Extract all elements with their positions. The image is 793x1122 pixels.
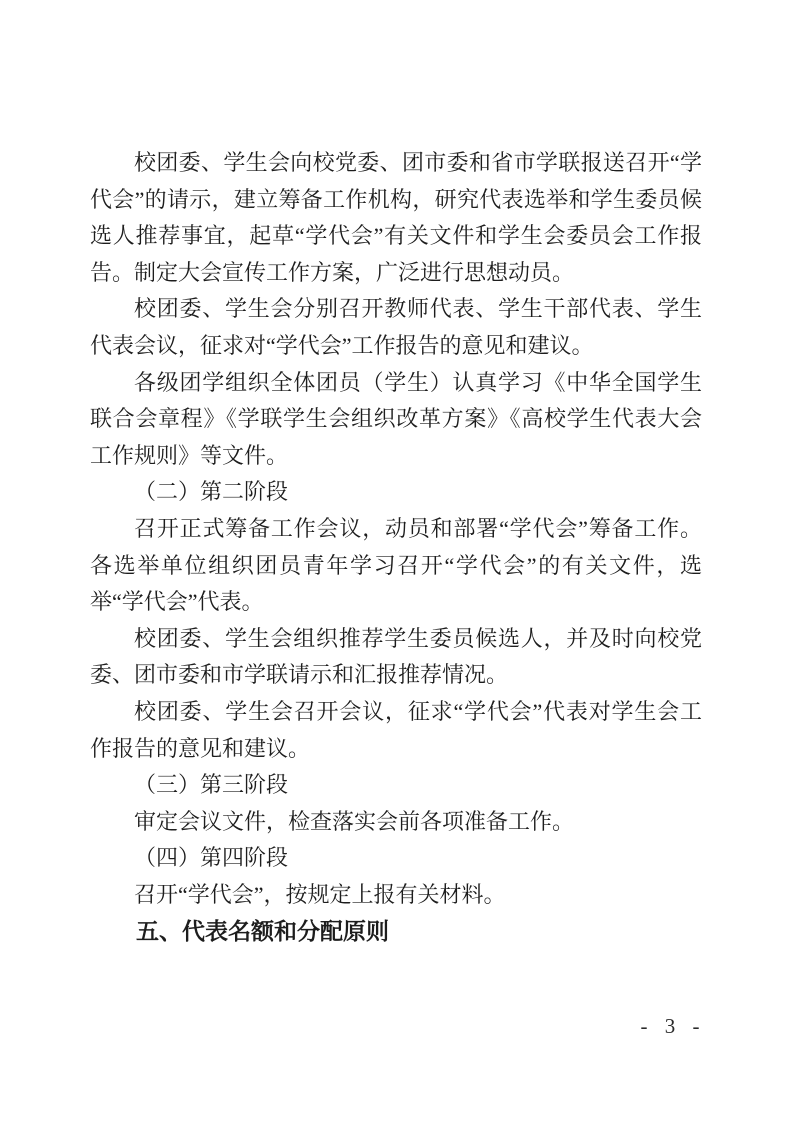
- section-heading-five-quota: 五、代表名额和分配原则: [136, 918, 389, 945]
- stage-heading-third: （三）第三阶段: [134, 772, 289, 798]
- paragraph-stage1-study: 各级团学组织全体团员（学生）认真学习《中华全国学生联合会章程》《学联学生会组织改革方案》《高校学生代表大会工作规则》等文件。: [90, 369, 702, 468]
- document-body: [90, 145, 702, 950]
- paragraph-stage4-convene: 召开“学代会”，按规定上报有关材料。: [134, 881, 506, 907]
- paragraph-stage3-review: 审定会议文件，检查落实会前各项准备工作。: [134, 808, 575, 834]
- stage-heading-second: （二）第二阶段: [134, 479, 289, 505]
- paragraph-stage1-tasks: 校团委、学生会向校党委、团市委和省市学联报送召开“学代会”的请示，建立筹备工作机构，研究代表选举和学生委员候选人推荐事宜，起草“学代会”有关文件和学生会委员会工作报告。制定大会宣传工作方案，广泛进行思想动员。: [90, 150, 702, 285]
- paragraph-stage2-mobilize: 召开正式筹备工作会议，动员和部署“学代会”筹备工作。各选举单位组织团员青年学习召开“学代会”的有关文件，选举“学代会”代表。: [90, 515, 702, 615]
- stage-heading-fourth: （四）第四阶段: [134, 845, 289, 871]
- paragraph-stage2-feedback: 校团委、学生会召开会议，征求“学代会”代表对学生会工作报告的意见和建议。: [90, 698, 702, 761]
- page-number: - 3 -: [640, 1014, 706, 1038]
- paragraph-stage1-meetings: 校团委、学生会分别召开教师代表、学生干部代表、学生代表会议，征求对“学代会”工作报告的意见和建议。: [90, 296, 702, 358]
- paragraph-stage2-candidates: 校团委、学生会组织推荐学生委员候选人，并及时向校党委、团市委和市学联请示和汇报推荐情况。: [90, 625, 702, 688]
